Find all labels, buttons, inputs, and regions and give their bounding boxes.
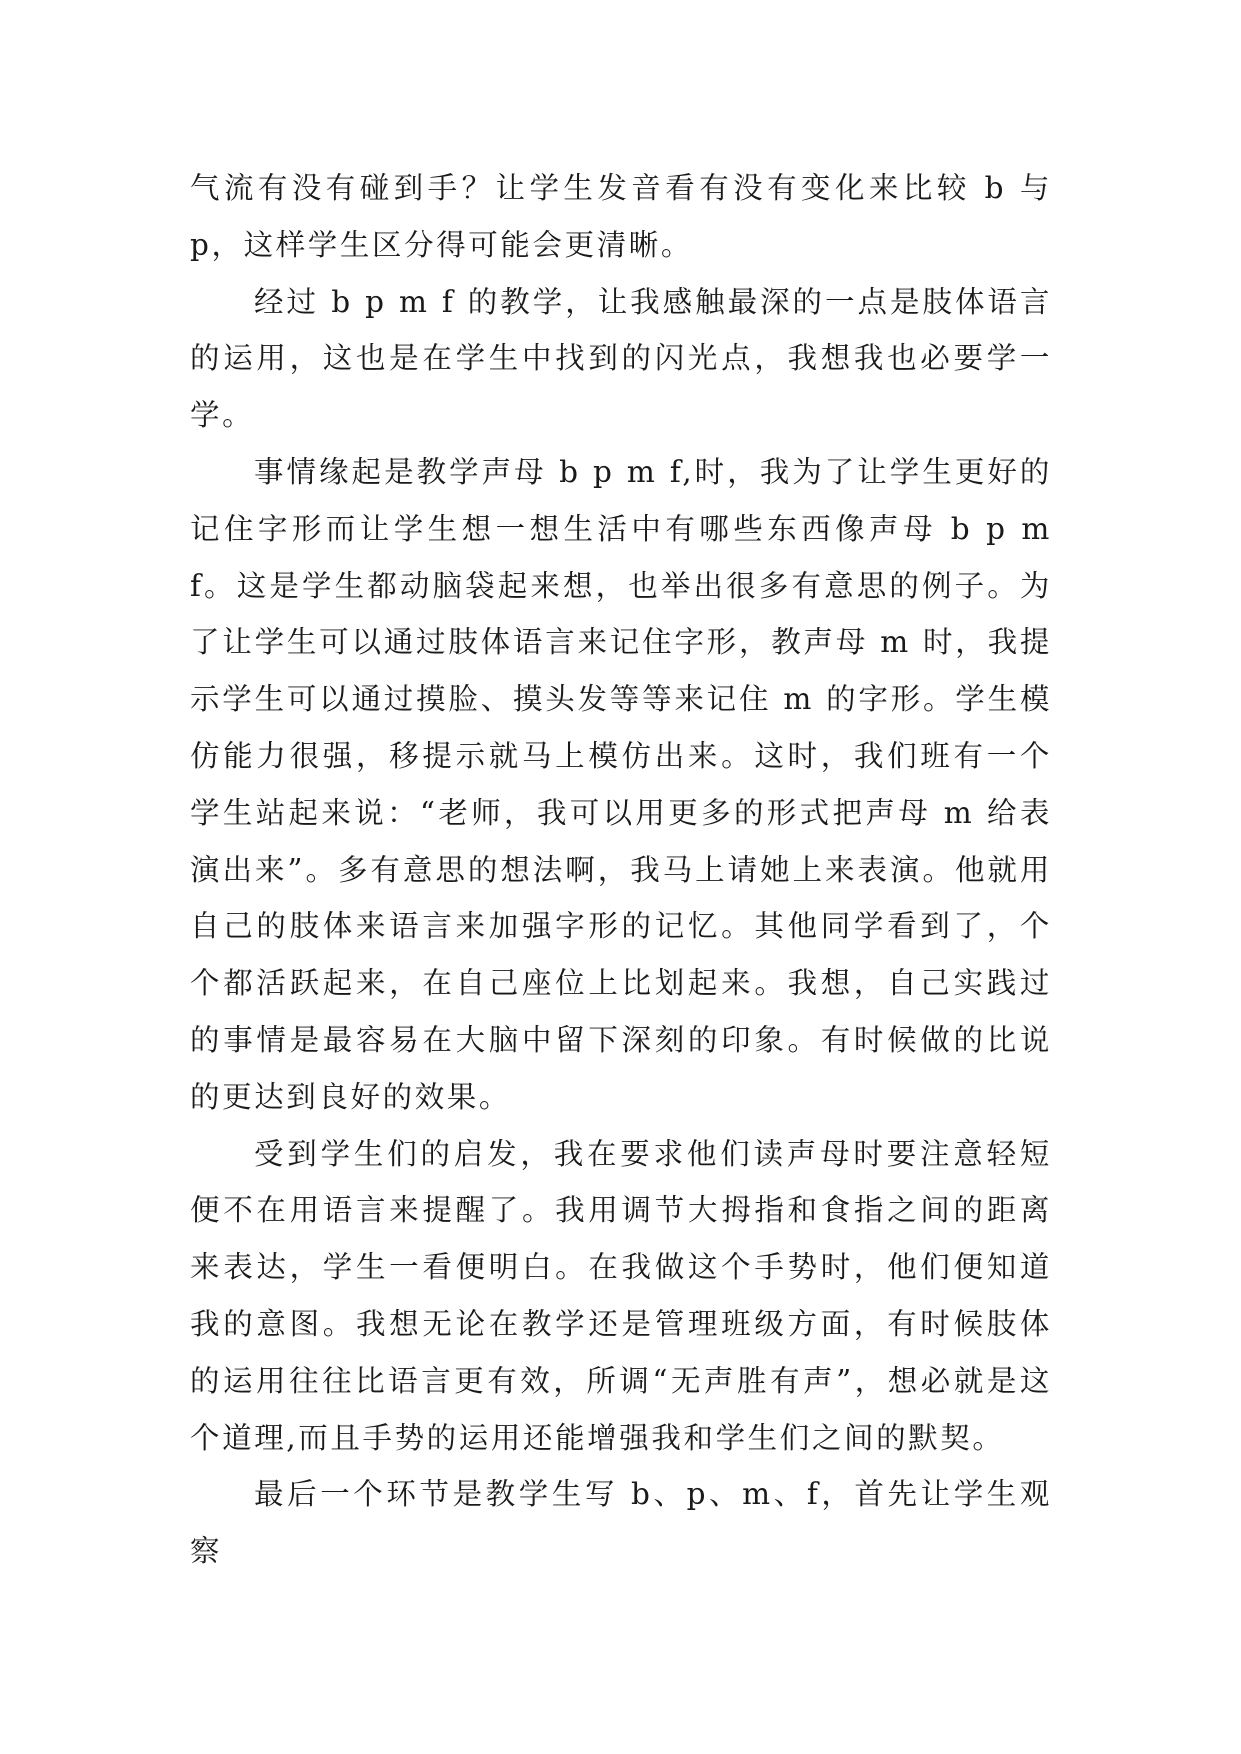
- text-line: 便不在用语言来提醒了。我用调节大拇指和食指之间的距离: [190, 1193, 1052, 1228]
- paragraph-3: [190, 444, 1052, 1126]
- text-line: 这样学生区分得可能会更清晰。: [243, 227, 693, 262]
- text-line: 来表达，学生一看便明白。在我做这个手势时，他们便知道: [190, 1250, 1052, 1285]
- paragraph-1: [190, 160, 1052, 274]
- text-line: 的更达到良好的效果。: [190, 1079, 512, 1114]
- text-line: 这是学生都动脑袋起来想，也举出很多有意思的例子。为了: [190, 568, 1052, 660]
- text-line: 的运用往往比语言更有效，所调“无声胜有声”，想必就是: [190, 1363, 1020, 1398]
- text-line: 经过 b p m f 的教学，让我感触最深的一点是肢体语言: [254, 284, 1052, 319]
- text-line: 事情缘起是教学声母 b p m f,时，我为了让学生更好的: [254, 454, 1052, 489]
- paragraph-5: [190, 1466, 1052, 1580]
- paragraph-4: [190, 1126, 1052, 1467]
- text-line: 这个道理,而且手势的运用还能增强我和学生们之间的默契。: [190, 1363, 1052, 1455]
- text-line: 生站起来说：“老师，我可以用更多的形式把声母 m 给表演: [190, 795, 1052, 887]
- text-line: 的运用，这也是在学生中找到的闪光点，我想我也必要学一: [190, 341, 1052, 376]
- text-line: 能力很强，移提示就马上模仿出来。这时，我们班有一个学: [190, 738, 1052, 830]
- text-line: 个都活跃起来，在自己座位上比划起来。我想，自己实践过: [190, 966, 1052, 1001]
- text-line: 自己的肢体来语言来加强字形的记忆。其他同学看到了，个: [190, 909, 1052, 944]
- text-line: 让学生可以通过肢体语言来记住字形，教声母 m 时，我提示: [190, 625, 1052, 717]
- text-line: 最后一个环节是教学生写 b、p、m、f，首先让学生观察: [190, 1477, 1052, 1569]
- text-line: 出来”。多有意思的想法啊，我马上请她上来表演。他就用: [222, 852, 1052, 887]
- text-line: 的事情是最容易在大脑中留下深刻的印象。有时候做的比说: [190, 1022, 1052, 1057]
- text-line: 学生可以通过摸脸、摸头发等等来记住 m 的字形。学生模仿: [190, 682, 1052, 773]
- text-line: 受到学生们的启发，我在要求他们读声母时要注意轻短: [254, 1136, 1052, 1171]
- text-line: 学。: [190, 398, 255, 433]
- text-line: 记住字形而让学生想一想生活中有哪些东西像声母 b p m f。: [190, 511, 1052, 603]
- text-line: 气流有没有碰到手？让学生发音看有没有变化来比较 b 与 p，: [190, 171, 1052, 262]
- paragraph-2: [190, 274, 1052, 444]
- text-line: 我的意图。我想无论在教学还是管理班级方面，有时候肢体: [190, 1306, 1052, 1341]
- body-text: [190, 160, 1052, 1580]
